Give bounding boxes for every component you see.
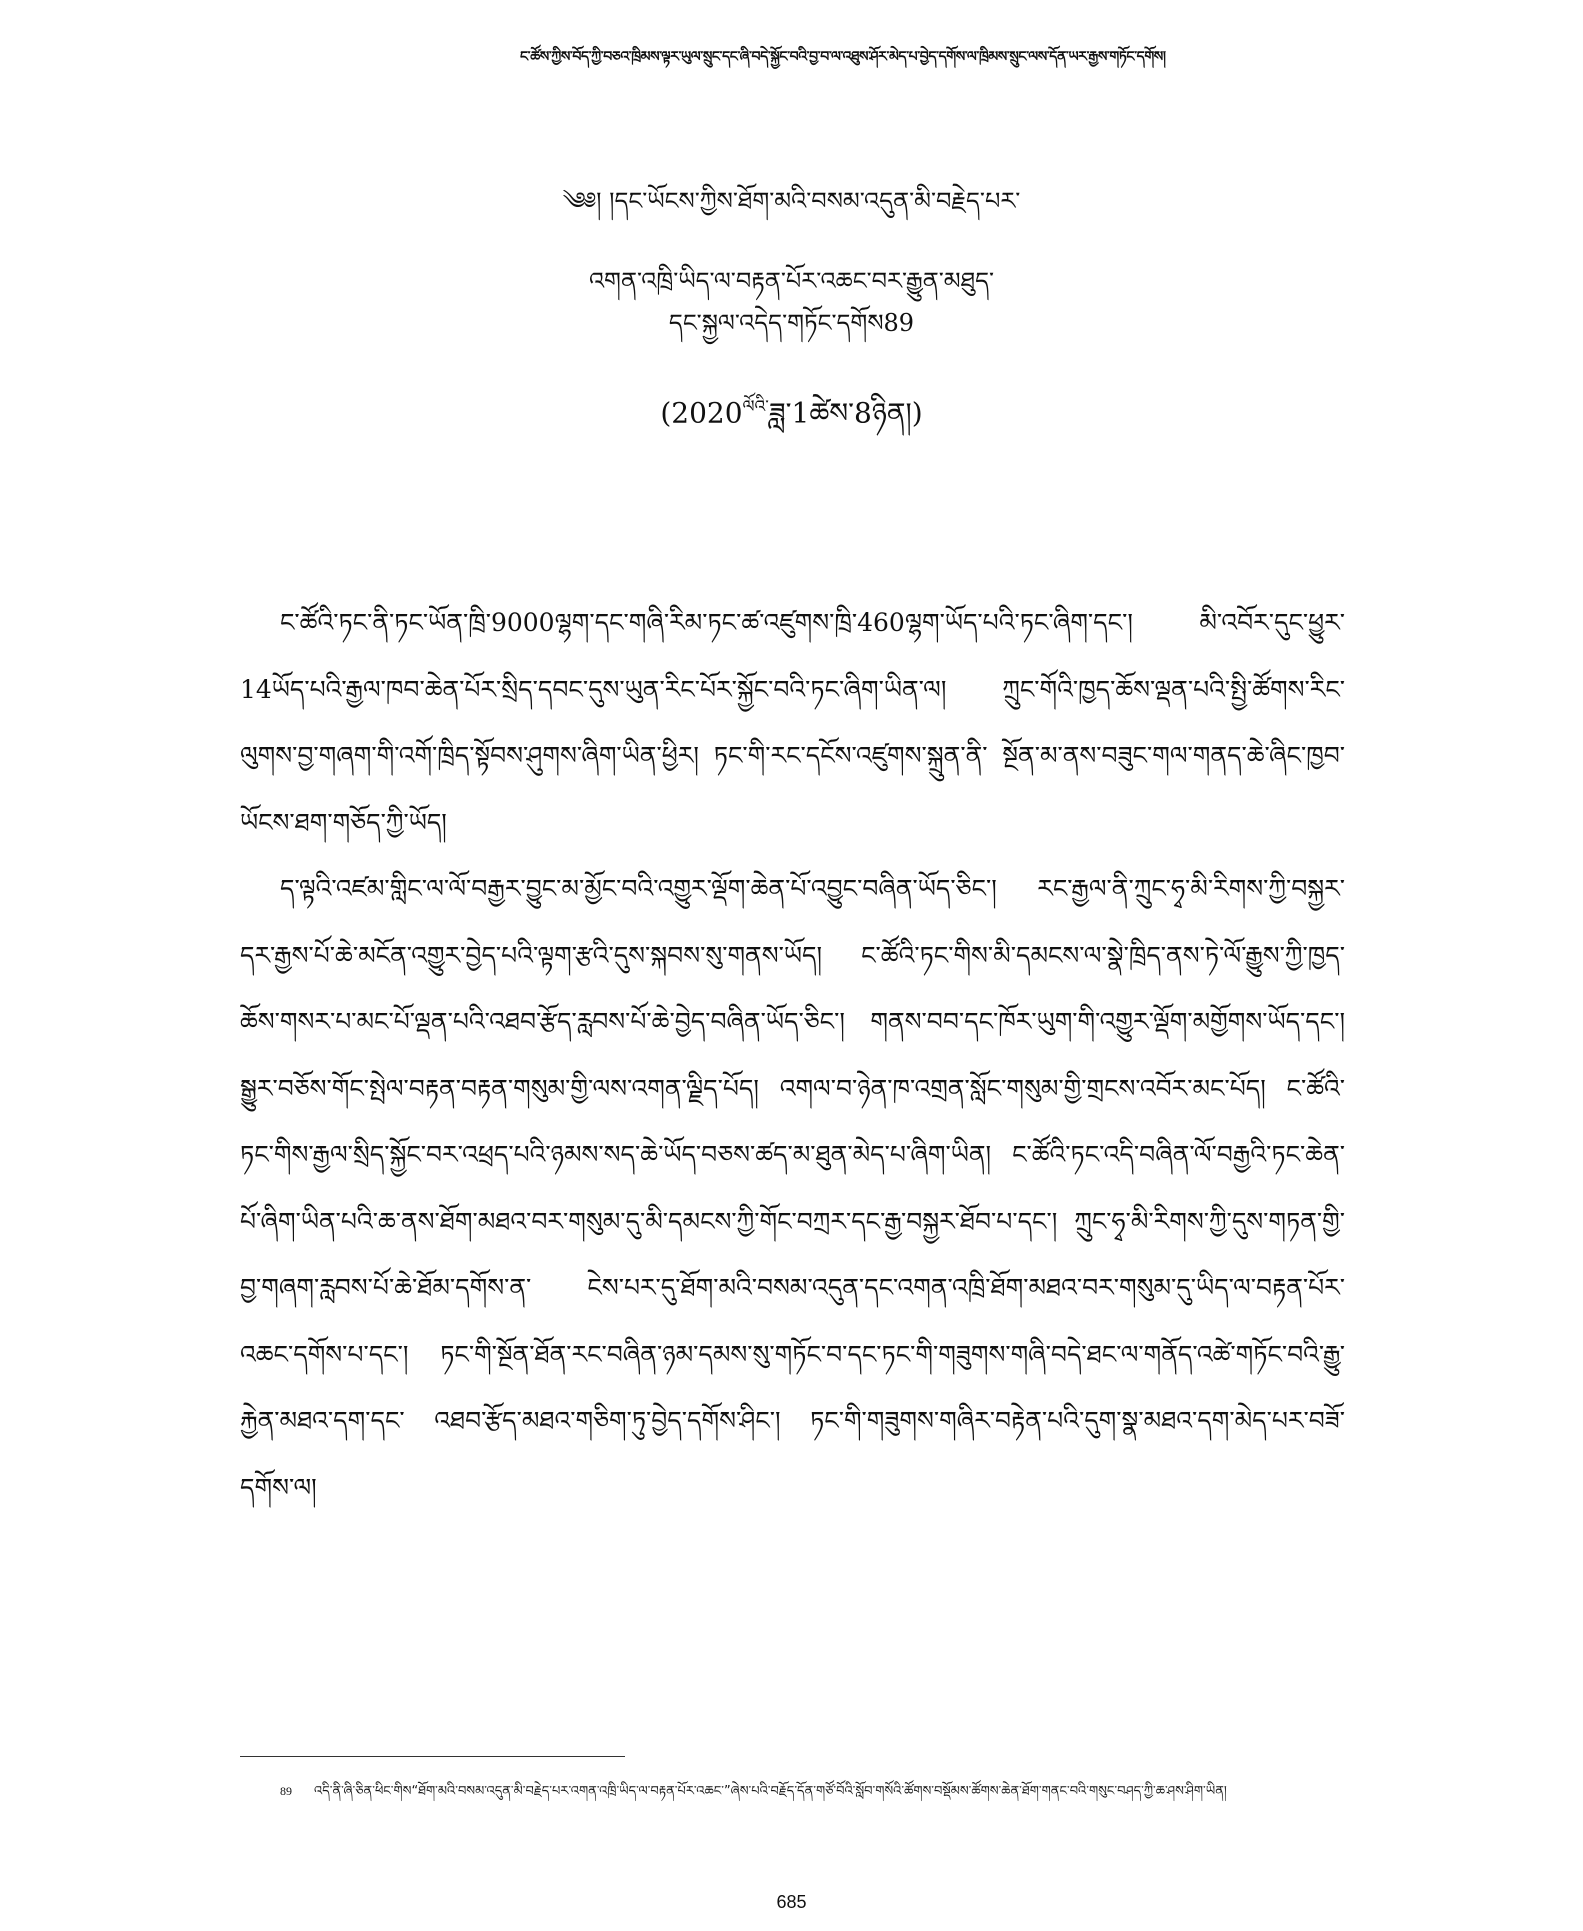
- date-day-word: ཚེས་: [809, 396, 855, 430]
- body-text: [240, 590, 1345, 1521]
- date-year-suffix: ལོའི་: [742, 397, 769, 417]
- paragraph-1: ང་ཚོའི་ཏང་ནི་ཏང་ཡོན་ཁྲི་9000ལྷག་དང་གཞི་རིམ་ཏང་ཚ་འཛུགས་ཁྲི་460ལྷག་ཡོད་པའི་ཏང་ཞིག་དང་། མི་འབོར་དུང་ཕྱུར་14ཡོད་པའི་རྒྱལ་ཁབ་ཆེན་པོར་སྲིད་དབང་དུས་ཡུན་རིང་པོར་སྐྱོང་བའི་ཏང་ཞིག་ཡིན་ལ། ཀྲུང་གོའི་ཁྱད་ཆོས་ལྡན་པའི་སྤྱི་ཚོགས་རིང་ལུགས་བྱ་གཞག་གི་འགོ་ཁྲིད་སྟོབས་ཤུགས་ཞིག་ཡིན་ཕྱིར། ཏང་གི་རང་དངོས་འཛུགས་སྐྲུན་ནི་ སྔོན་མ་ནས་བཟུང་གལ་གནད་ཆེ་ཞིང་ཁྱབ་ཡོངས་ཐག་གཅོད་ཀྱི་ཡོད།: [240, 608, 1345, 837]
- date-open: (2020: [660, 396, 743, 430]
- footnote-text: འདི་ནི་ཞི་ཅིན་ཕིང་གིས“ཐོག་མའི་བསམ་འདུན་མི་བརྗེད་པར་འགན་འཁྲི་ཡིད་ལ་བརྟན་པོར་འཆང་”ཞེས་པའི་བརྗོད་དོན་གཙོ་བོའི་སློབ་གསོའི་ཚོགས་བསྡོམས་ཚོགས་ཆེན་ཐོག་གནང་བའི་གསུང་བཤད་ཀྱི་ཆ་ཤས་ཤིག་ཡིན།: [314, 1784, 1227, 1799]
- date-day: 8: [854, 396, 872, 430]
- running-head: ང་ཚོས་ཀྱིས་བོད་ཀྱི་བཅའ་ཁྲིམས་ལྟར་ཡུལ་སྲུང་དང་ཞི་བདེ་སྐྱོང་བའི་བྱ་བ་ལ་འཐུས་ཤོར་མེད་པ་བྱེད་དགོས་ལ་ཁྲིམས་སྲུང་ལས་དོན་ཡར་རྒྱས་གཏོང་དགོས།: [520, 49, 1166, 65]
- speech-date: [0, 389, 1583, 431]
- date-close: ཉིན།): [871, 396, 923, 430]
- footnote: [280, 1776, 1340, 1813]
- footnote-marker: 89: [883, 309, 915, 337]
- date-month-word: ཟླ་: [768, 396, 792, 430]
- title-block: [0, 185, 1583, 431]
- date-month: 1: [791, 396, 810, 430]
- title-line-3: [0, 307, 1583, 339]
- title-line-2: འགན་འཁྲི་ཡིད་ལ་བརྟན་པོར་འཆང་བར་རྒྱུན་མཐུད་: [588, 267, 995, 295]
- title-line-3-text: དང་སྐྱལ་འདེད་གཏོང་དགོས: [668, 309, 884, 337]
- footnote-number: 89: [280, 1784, 292, 1798]
- title-line-1: ༄༅། །དང་ཡོངས་ཀྱིས་ཐོག་མའི་བསམ་འདུན་མི་བརྗེད་པར་: [562, 187, 1021, 215]
- page-number: 685: [776, 1892, 807, 1912]
- footnote-divider: [240, 1756, 625, 1757]
- paragraph-2: ད་ལྟའི་འཛམ་གླིང་ལ་ལོ་བརྒྱར་བྱུང་མ་མྱོང་བའི་འགྱུར་ལྡོག་ཆེན་པོ་འབྱུང་བཞིན་ཡོད་ཅིང་། རང་རྒྱལ་ནི་ཀྲུང་ཧྭ་མི་རིགས་ཀྱི་བསྐྱར་དར་རྒྱས་པོ་ཆེ་མངོན་འགྱུར་བྱེད་པའི་ལྟག་རྩའི་དུས་སྐབས་སུ་གནས་ཡོད། ང་ཚོའི་ཏང་གིས་མི་དམངས་ལ་སྣེ་ཁྲིད་ནས་ཏེ་ལོ་རྒྱུས་ཀྱི་ཁྱད་ཆོས་གསར་པ་མང་པོ་ལྡན་པའི་འཐབ་རྩོད་རླབས་པོ་ཆེ་བྱེད་བཞིན་ཡོད་ཅིང་། གནས་བབ་དང་ཁོར་ཡུག་གི་འགྱུར་ལྡོག་མགྱོགས་ཡོད་དང་། སྒྱུར་བཅོས་གོང་སྤེལ་བརྟན་བརྟན་གསུམ་གྱི་ལས་འགན་ལྗིད་པོད། འགལ་བ་ཉེན་ཁ་འགྲན་སློང་གསུམ་གྱི་གྲངས་འབོར་མང་པོད། ང་ཚོའི་ཏང་གིས་རྒྱལ་སྲིད་སྐྱོང་བར་འཕྲད་པའི་ཉམས་སད་ཆེ་ཡོད་བཅས་ཚད་མ་ཐུན་མེད་པ་ཞིག་ཡིན། ང་ཚོའི་ཏང་འདི་བཞིན་ལོ་བརྒྱའི་ཏང་ཆེན་པོ་ཞིག་ཡིན་པའི་ཆ་ནས་ཐོག་མཐའ་བར་གསུམ་དུ་མི་དམངས་ཀྱི་གོང་བཀྲར་དང་རྒྱ་བསྐྱར་ཐོབ་པ་དང་། ཀྲུང་ཧྭ་མི་རིགས་ཀྱི་དུས་གཏན་གྱི་བྱ་གཞག་རླབས་པོ་ཆེ་ཐོམ་དགོས་ན་ ངེས་པར་དུ་ཐོག་མའི་བསམ་འདུན་དང་འགན་འཁྲི་ཐོག་མཐའ་བར་གསུམ་དུ་ཡིད་ལ་བརྟན་པོར་འཆང་དགོས་པ་དང་། ཏང་གི་སྔོན་ཐོན་རང་བཞིན་ཉམ་དམས་སུ་གཏོང་བ་དང་ཏང་གི་གཟུགས་གཞི་བདེ་ཐང་ལ་གནོད་འཚེ་གཏོང་བའི་རྒྱུ་རྐྱེན་མཐའ་དག་དང་ འཐབ་རྩོད་མཐའ་གཅིག་ཏུ་བྱེད་དགོས་ཤིང་། ཏང་གི་གཟུགས་གཞིར་བརྟེན་པའི་དུག་སྣ་མཐའ་དག་མེད་པར་བཟོ་དགོས་ལ།: [240, 874, 1345, 1502]
